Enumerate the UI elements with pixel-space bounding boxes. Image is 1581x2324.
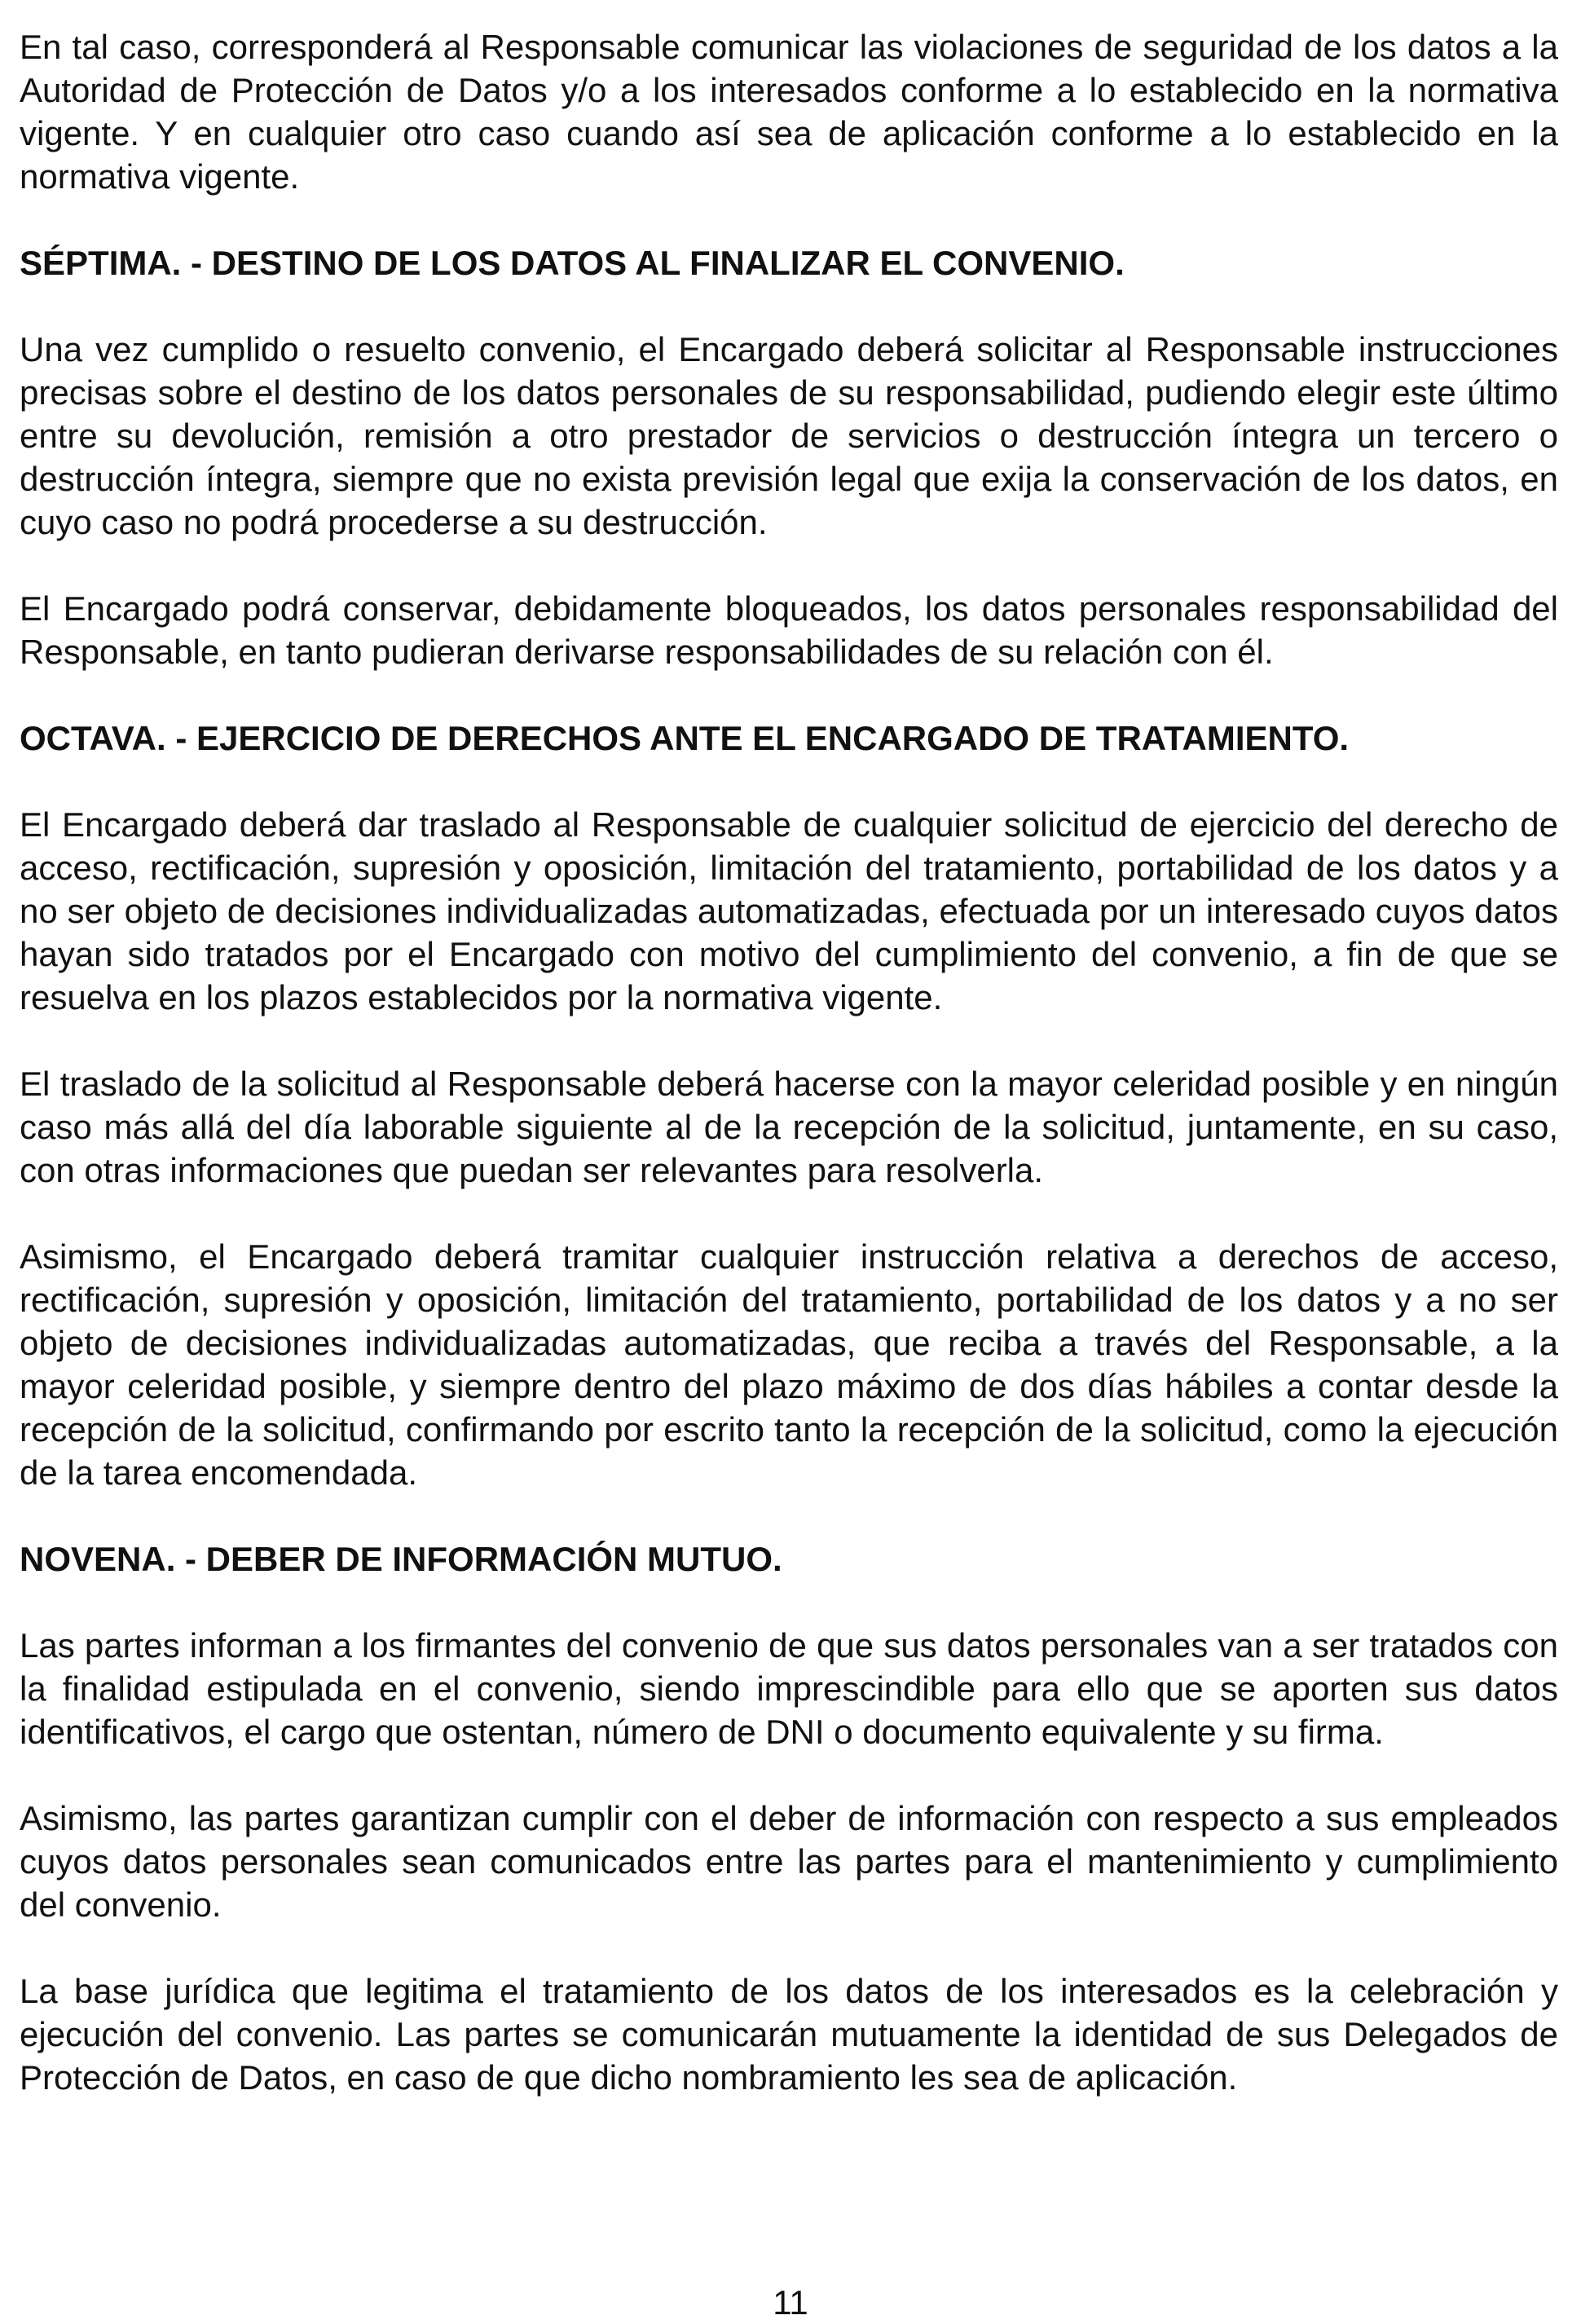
- paragraph-employees-info: Asimismo, las partes garantizan cumplir con el deber de información con respecto a sus empleados cuyos datos personales sean comunicados entre las partes para el mantenimiento y cumplimiento del convenio.: [20, 1799, 1558, 1924]
- spacer: [20, 284, 1558, 328]
- paragraph-signatories-info: Las partes informan a los firmantes del convenio de que sus datos personales van a ser tratados con la finalidad estipulada en el convenio, siendo imprescindible para ello que se aporten sus datos identificativos, el cargo que ostentan, número de DNI o documento equivalente y su firma.: [20, 1626, 1558, 1751]
- spacer: [20, 673, 1558, 717]
- spacer: [20, 198, 1558, 241]
- paragraph-rights-instructions: Asimismo, el Encargado deberá tramitar cualquier instrucción relativa a derechos de acceso, rectificación, supresión y oposición, limitación del tratamiento, portabilidad de los datos y a no ser objeto de decisiones individualizadas automatizadas, que reciba a través del Responsable, a la mayor celeridad posible, y siempre dentro del plazo máximo de dos días hábiles a contar desde la recepción de la solicitud, confirmando por escrito tanto la recepción de la solicitud, como la ejecución de la tarea encomendada.: [20, 1237, 1558, 1492]
- spacer: [20, 1926, 1558, 1969]
- section-heading-novena: NOVENA. - DEBER DE INFORMACIÓN MUTUO.: [20, 1540, 782, 1578]
- spacer: [20, 1494, 1558, 1537]
- spacer: [20, 1753, 1558, 1797]
- paragraph-transfer-timing: El traslado de la solicitud al Responsable deberá hacerse con la mayor celeridad posible y en ningún caso más allá del día laborable siguiente al de la recepción de la solicitud, juntamente, en su caso, con otras informaciones que puedan ser relevantes para resolverla.: [20, 1065, 1558, 1189]
- paragraph-breach-notification: En tal caso, corresponderá al Responsable comunicar las violaciones de seguridad de los datos a la Autoridad de Protección de Datos y/o a los interesados conforme a lo establecido en la normativa vigente. Y en cualquier otro caso cuando así sea de aplicación conforme a lo establecido en la normativa vigente.: [20, 28, 1558, 196]
- document-page: [20, 25, 1558, 2099]
- paragraph-legal-basis: La base jurídica que legitima el tratamiento de los datos de los interesados es la celebración y ejecución del convenio. Las partes se comunicarán mutuamente la identidad de sus Delegados de Protección de Datos, en caso de que dicho nombramiento les sea de aplicación.: [20, 1972, 1558, 2097]
- page-number: 11: [773, 2283, 808, 2322]
- paragraph-rights-transfer: El Encargado deberá dar traslado al Responsable de cualquier solicitud de ejercicio del derecho de acceso, rectificación, supresión y oposición, limitación del tratamiento, portabilidad de los datos y a no ser objeto de decisiones individualizadas automatizadas, efectuada por un interesado cuyos datos hayan sido tratados por el Encargado con motivo del cumplimiento del convenio, a fin de que se resuelva en los plazos establecidos por la normativa vigente.: [20, 805, 1558, 1016]
- spacer: [20, 1192, 1558, 1235]
- section-heading-octava: OCTAVA. - EJERCICIO DE DERECHOS ANTE EL ENCARGADO DE TRATAMIENTO.: [20, 719, 1350, 757]
- spacer: [20, 1581, 1558, 1624]
- spacer: [20, 760, 1558, 803]
- paragraph-data-retention: El Encargado podrá conservar, debidamente bloqueados, los datos personales responsabilidad del Responsable, en tanto pudieran derivarse responsabilidades de su relación con él.: [20, 589, 1558, 671]
- section-heading-septima: SÉPTIMA. - DESTINO DE LOS DATOS AL FINALIZAR EL CONVENIO.: [20, 244, 1125, 282]
- spacer: [20, 1019, 1558, 1062]
- paragraph-data-destination: Una vez cumplido o resuelto convenio, el Encargado deberá solicitar al Responsable instrucciones precisas sobre el destino de los datos personales de su responsabilidad, pudiendo elegir este último entre su devolución, remisión a otro prestador de servicios o destrucción íntegra un tercero o destrucción íntegra, siempre que no exista previsión legal que exija la conservación de los datos, en cuyo caso no podrá procederse a su destrucción.: [20, 330, 1558, 541]
- spacer: [20, 544, 1558, 587]
